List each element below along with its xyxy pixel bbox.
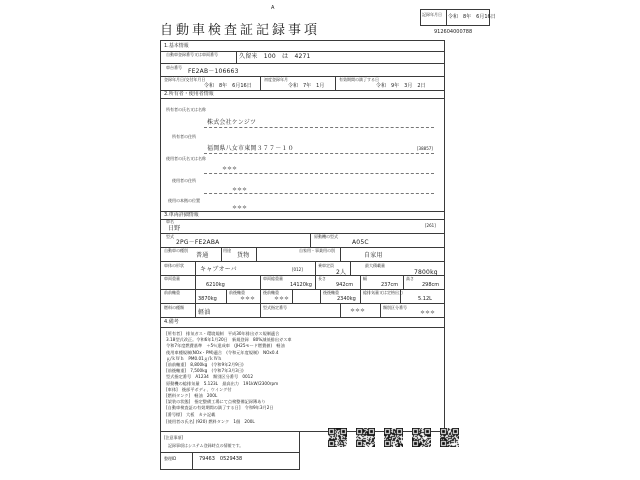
remarks-line: 3.18型式改正。令和6年1月20日 新規登録 80%減低排出ガス車 bbox=[166, 337, 292, 343]
front-rear-axle-label: 前後軸重 bbox=[229, 290, 245, 295]
first-reg-label: 登録年月日/交付年月日 bbox=[164, 77, 206, 82]
expiry-label: 有効期間の満了する日 bbox=[339, 77, 379, 82]
remarks-line: [燃料タンク] 軽油 200L bbox=[166, 393, 218, 399]
owner-name-value: 株式会社ケンジツ bbox=[207, 119, 257, 126]
height-value: 298cm bbox=[422, 282, 440, 288]
weight-value: 6210kg bbox=[206, 282, 225, 288]
kind-value: 普通 bbox=[196, 252, 209, 259]
body-code: [012] bbox=[292, 267, 303, 272]
qr-code-2 bbox=[356, 428, 375, 447]
body-label: 車体の形状 bbox=[164, 263, 184, 268]
expiry-value: 令和 9年 3月 2日 bbox=[376, 83, 426, 89]
user-name-value: ＊＊＊ bbox=[222, 166, 238, 172]
remarks-line: [前後軸重] 7,500kg (令和7年3月3日) bbox=[166, 368, 244, 374]
remarks-section-label: 4.備考 bbox=[164, 319, 179, 325]
qr-code-4 bbox=[412, 428, 431, 447]
id-label: 整理ID bbox=[164, 456, 177, 461]
max-load-label: 最大積載量 bbox=[365, 263, 385, 268]
maker-label: 車名 bbox=[166, 219, 174, 224]
remarks-line: [車体] 後部平ボディ、ウイング付 bbox=[166, 386, 232, 392]
remarks-line: [前前軸重] 8,800kg (令和9年2月9日) bbox=[166, 362, 244, 368]
maker-value: 日野 bbox=[168, 225, 181, 232]
reg-number-value: 久留米 100 は 4271 bbox=[239, 53, 311, 60]
width-label: 幅 bbox=[363, 276, 367, 281]
width-value: 237cm bbox=[381, 282, 399, 288]
gross-value: 14120kg bbox=[290, 282, 312, 288]
document-number: 912604000788 bbox=[434, 29, 473, 35]
owner-name-label: 所有者の氏名又は名称 bbox=[166, 107, 206, 112]
length-label: 長さ bbox=[318, 276, 326, 281]
rear-rear-axle-value: 2340kg bbox=[337, 296, 356, 302]
category-num-label: 類別区分番号 bbox=[383, 305, 407, 310]
fuel-value: 軽油 bbox=[198, 309, 211, 316]
notice-title: [注意事項] bbox=[164, 435, 184, 440]
vehicle-section-label: 3.車両詳細情報 bbox=[164, 212, 199, 218]
use-value: 貨物 bbox=[237, 252, 250, 259]
record-date-label: 記録年月日 bbox=[422, 12, 442, 17]
remarks-line: 型式指定番号 A1234 類別区分番号 0012 bbox=[166, 374, 253, 380]
reg-number-label: 自動車登録番号又は車両番号 bbox=[166, 52, 218, 57]
displacement-value: 5.12L bbox=[418, 296, 432, 302]
remarks-text bbox=[166, 331, 292, 418]
remarks-line: [自動車検査証の有効期間の満了する日] 令和9年3月2日 bbox=[166, 405, 274, 411]
owner-code: [38857] bbox=[417, 146, 433, 151]
notice-line: 記録事項はシステム登録時点の情報です。 bbox=[164, 443, 244, 448]
id-value: 79463 0529438 bbox=[199, 456, 243, 462]
owner-address-value: 福岡県八女市東岡３７７－１０ bbox=[207, 145, 294, 152]
first-reg-value: 令和 8年 6月16日 bbox=[204, 83, 252, 89]
category-num-value: ＊＊＊ bbox=[420, 310, 436, 316]
owner-address-label: 所有者の住所 bbox=[172, 134, 196, 139]
gross-label: 車両総重量 bbox=[263, 276, 283, 281]
type-num-label: 型式指定番号 bbox=[263, 305, 287, 310]
qr-code-5 bbox=[440, 428, 459, 447]
record-date-value: 令和 8年 6月16日 bbox=[448, 14, 496, 20]
engine-label: 原動機の型式 bbox=[314, 234, 338, 239]
type-num-value: ＊＊＊ bbox=[350, 308, 366, 314]
remarks-line: [所有者] 排気ガス・環境規制 平成30年排出ガス規制適合 bbox=[166, 331, 280, 336]
front-rear-axle-value: ＊＊＊ bbox=[240, 296, 256, 302]
maker-code: [261] bbox=[425, 223, 436, 228]
user-address-value: ＊＊＊ bbox=[232, 187, 248, 193]
first-year-label: 初度登録年月 bbox=[264, 77, 288, 82]
use-label: 用途 bbox=[223, 248, 231, 253]
height-label: 高さ bbox=[406, 276, 414, 281]
base-value: ＊＊＊ bbox=[232, 205, 248, 211]
remarks-line: 原動機の総排気量 5.123L 最高出力 191kW/2300rpm bbox=[166, 380, 279, 386]
weight-label: 車両重量 bbox=[164, 276, 180, 281]
length-value: 942cm bbox=[336, 282, 354, 288]
remarks-line: ｇ/ｋＷｈ PM0.01ｇ/ｋＷｈ bbox=[166, 355, 222, 361]
remarks-line: [番号標] 大板 カナ記載 bbox=[166, 411, 216, 417]
base-label: 使用の本拠の位置 bbox=[168, 198, 200, 203]
chassis-label: 車台番号 bbox=[166, 65, 182, 70]
remarks-line: [架装の状態] 指定整備工場にて点検整備記録簿あり bbox=[166, 399, 266, 405]
body-value: キャブオーバ bbox=[200, 266, 237, 273]
model-label: 型式 bbox=[166, 234, 174, 239]
corner-mark: A bbox=[271, 5, 275, 11]
chassis-value: FE2AB－106663 bbox=[188, 68, 239, 75]
rear-rear-axle-label: 後後軸重 bbox=[323, 290, 339, 295]
owner-section-label: 2.所有者・使用者情報 bbox=[164, 91, 214, 97]
remarks-line: 使用車種規制(NOx・PM)適合 (令和元年度規制) NOx0.4 bbox=[166, 349, 279, 355]
private-value: 自家用 bbox=[364, 252, 383, 259]
engine-value: A05C bbox=[352, 239, 369, 246]
front-axle-label: 前前軸重 bbox=[164, 290, 180, 295]
remarks-line: 令和7年度燃費基準 ＋5％達成車 (JH25モード燃費値) 軽油 bbox=[166, 343, 285, 349]
model-value: 2PG－FE2ABA bbox=[176, 239, 220, 246]
front-axle-value: 3870kg bbox=[198, 296, 217, 302]
basic-section-label: 1.基本情報 bbox=[164, 43, 189, 49]
user-name-label: 使用者の氏名又は名称 bbox=[166, 156, 206, 161]
capacity-value: 2人 bbox=[336, 269, 347, 276]
private-label: 自家用・事業用の別 bbox=[299, 248, 335, 253]
kind-label: 自動車の種別 bbox=[164, 248, 188, 253]
rear-front-axle-label: 後前軸重 bbox=[263, 290, 279, 295]
first-year-value: 令和 7年 1月 bbox=[288, 83, 325, 89]
user-address-label: 使用者の住所 bbox=[172, 178, 196, 183]
remarks-stamp: [使用者の氏名] (920) 燃料タンク 1個 200L bbox=[166, 419, 255, 424]
qr-code-3 bbox=[384, 428, 403, 447]
capacity-label: 乗車定員 bbox=[318, 263, 334, 268]
page-title: 自動車検査証記録事項 bbox=[160, 23, 321, 38]
fuel-label: 燃料の種類 bbox=[164, 305, 184, 310]
rear-front-axle-value: ＊＊＊ bbox=[274, 296, 290, 302]
displacement-label: 総排気量又は定格出力 bbox=[363, 290, 403, 295]
qr-code-1 bbox=[328, 428, 347, 447]
max-load-value: 7800kg bbox=[414, 269, 438, 276]
